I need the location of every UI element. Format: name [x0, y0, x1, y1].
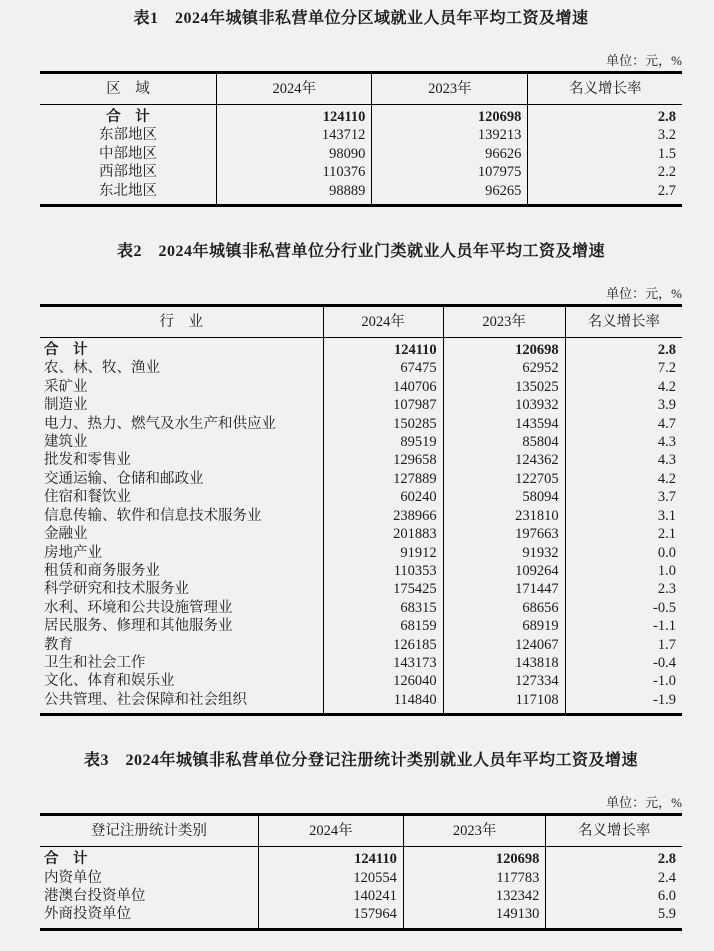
row-label: 租赁和商务服务业 — [44, 562, 160, 579]
row-value-2023: 124067 — [443, 636, 565, 654]
row-label: 内资单位 — [44, 869, 102, 886]
table-row — [40, 580, 682, 598]
row-value-2023: 96265 — [372, 182, 528, 206]
column-header-growth: 名义增长率 — [565, 306, 682, 338]
row-label: 住宿和餐饮业 — [44, 489, 131, 506]
table-row — [40, 507, 682, 525]
row-value-2024: 124110 — [217, 105, 372, 127]
row-label: 批发和零售业 — [44, 452, 131, 469]
row-value-2023: 149130 — [403, 905, 546, 929]
row-value-2024: 143173 — [323, 654, 443, 672]
row-value-2023: 58094 — [443, 488, 565, 506]
row-value-2024: 98889 — [217, 182, 372, 206]
row-value-2023: 171447 — [443, 580, 565, 598]
column-header-2024: 2024年 — [217, 73, 372, 105]
table-row — [40, 869, 682, 887]
row-value-growth: 4.2 — [565, 378, 682, 396]
row-value-2024: 126185 — [323, 636, 443, 654]
table-row — [40, 126, 682, 144]
column-header-growth: 名义增长率 — [546, 815, 682, 847]
table2-unit-label: 单位：元，% — [606, 286, 682, 302]
row-label: 合 计 — [44, 851, 88, 868]
row-label: 交通运输、仓储和邮政业 — [44, 470, 204, 487]
table-row — [40, 433, 682, 451]
row-value-growth: 4.7 — [565, 415, 682, 433]
table3-unit-label: 单位：元，% — [606, 795, 682, 811]
column-header-growth: 名义增长率 — [528, 73, 682, 105]
row-value-2024: 126040 — [323, 672, 443, 690]
row-value-growth: 4.3 — [565, 433, 682, 451]
row-value-2023: 85804 — [443, 433, 565, 451]
row-value-growth: 3.9 — [565, 396, 682, 414]
row-value-growth: 2.2 — [528, 163, 682, 181]
row-value-growth: 3.7 — [565, 488, 682, 506]
row-value-growth: 2.3 — [565, 580, 682, 598]
row-value-2023: 197663 — [443, 525, 565, 543]
row-value-2024: 124110 — [258, 847, 403, 869]
row-value-growth: 2.1 — [565, 525, 682, 543]
table-header-row — [40, 815, 682, 847]
row-label: 东部地区 — [99, 127, 158, 144]
row-value-growth: 7.2 — [565, 359, 682, 377]
table-row — [40, 525, 682, 543]
table1-title: 表1 2024年城镇非私营单位分区域就业人员年平均工资及增速 — [133, 10, 589, 27]
column-header-2023: 2023年 — [443, 306, 565, 338]
table-row — [40, 654, 682, 672]
row-value-2024: 175425 — [323, 580, 443, 598]
row-value-2023: 107975 — [372, 163, 528, 181]
row-value-2023: 62952 — [443, 359, 565, 377]
row-label: 采矿业 — [44, 378, 88, 395]
column-header-2024: 2024年 — [258, 815, 403, 847]
table-header-row — [40, 306, 682, 338]
row-value-2024: 68315 — [323, 599, 443, 617]
table-row — [40, 672, 682, 690]
row-value-2024: 127889 — [323, 470, 443, 488]
row-value-2024: 98090 — [217, 145, 372, 163]
table-row — [40, 105, 682, 127]
row-value-2024: 67475 — [323, 359, 443, 377]
column-header-2023: 2023年 — [403, 815, 546, 847]
table-row — [40, 887, 682, 905]
row-value-2024: 140706 — [323, 378, 443, 396]
row-value-growth: -1.9 — [565, 691, 682, 715]
row-value-2023: 122705 — [443, 470, 565, 488]
row-value-growth: 3.1 — [565, 507, 682, 525]
column-header-industry: 行 业 — [40, 306, 323, 338]
row-value-2024: 107987 — [323, 396, 443, 414]
row-label: 合 计 — [106, 109, 150, 125]
table-row — [40, 359, 682, 377]
column-header-registration-type: 登记注册统计类别 — [40, 815, 258, 847]
table-row — [40, 562, 682, 580]
row-label: 卫生和社会工作 — [44, 654, 146, 671]
table-row — [40, 905, 682, 929]
column-header-2023: 2023年 — [372, 73, 528, 105]
table-row — [40, 145, 682, 163]
row-label: 农、林、牧、渔业 — [44, 360, 160, 377]
table-row — [40, 182, 682, 206]
row-value-2023: 139213 — [372, 126, 528, 144]
section-region — [40, 8, 682, 207]
row-value-2023: 96626 — [372, 145, 528, 163]
table-row — [40, 396, 682, 414]
row-value-2023: 124362 — [443, 451, 565, 469]
row-label: 信息传输、软件和信息技术服务业 — [44, 507, 262, 524]
table-header-row — [40, 73, 682, 105]
row-label: 教育 — [44, 636, 73, 653]
row-label: 建筑业 — [44, 434, 88, 451]
row-value-2023: 103932 — [443, 396, 565, 414]
row-value-2024: 140241 — [258, 887, 403, 905]
row-value-growth: 2.8 — [565, 338, 682, 360]
row-value-growth: -1.0 — [565, 672, 682, 690]
table3-title: 表3 2024年城镇非私营单位分登记注册统计类别就业人员年平均工资及增速 — [83, 752, 638, 770]
row-value-2024: 124110 — [323, 338, 443, 360]
row-value-growth: -0.4 — [565, 654, 682, 672]
row-value-growth: 1.5 — [528, 145, 682, 163]
row-value-2023: 68656 — [443, 599, 565, 617]
row-value-growth: 4.2 — [565, 470, 682, 488]
section-registration-type — [40, 750, 682, 931]
row-value-growth: 2.8 — [528, 105, 682, 127]
region-wage-table — [40, 71, 682, 207]
column-header-2024: 2024年 — [323, 306, 443, 338]
registration-type-wage-table — [40, 813, 682, 931]
row-value-2024: 60240 — [323, 488, 443, 506]
row-value-growth: -1.1 — [565, 617, 682, 635]
table-row — [40, 378, 682, 396]
table2-title: 表2 2024年城镇非私营单位分行业门类就业人员年平均工资及增速 — [116, 243, 605, 261]
row-value-growth: 2.8 — [546, 847, 682, 869]
row-label: 公共管理、社会保障和社会组织 — [44, 691, 247, 708]
row-value-growth: 5.9 — [546, 905, 682, 929]
row-value-growth: 1.0 — [565, 562, 682, 580]
row-value-2024: 110376 — [217, 163, 372, 181]
table-row — [40, 163, 682, 181]
row-label: 金融业 — [44, 526, 88, 543]
row-value-2023: 117108 — [443, 691, 565, 715]
row-value-growth: 3.2 — [528, 126, 682, 144]
row-value-2023: 120698 — [372, 105, 528, 127]
row-label: 制造业 — [44, 397, 88, 414]
table-row — [40, 338, 682, 360]
row-value-2024: 120554 — [258, 869, 403, 887]
row-value-growth: 4.3 — [565, 451, 682, 469]
row-label: 文化、体育和娱乐业 — [44, 673, 175, 690]
row-value-2023: 120698 — [443, 338, 565, 360]
row-value-2024: 201883 — [323, 525, 443, 543]
table1-unit-label: 单位：元，% — [606, 53, 682, 68]
row-label: 合 计 — [44, 342, 88, 359]
table-row — [40, 847, 682, 869]
row-value-2023: 127334 — [443, 672, 565, 690]
row-value-growth: -0.5 — [565, 599, 682, 617]
table-row — [40, 544, 682, 562]
row-label: 水利、环境和公共设施管理业 — [44, 599, 233, 616]
row-label: 中部地区 — [99, 145, 158, 162]
row-value-2023: 143594 — [443, 415, 565, 433]
table-row — [40, 451, 682, 469]
row-value-2024: 143712 — [217, 126, 372, 144]
row-value-2023: 143818 — [443, 654, 565, 672]
column-header-region: 区 域 — [40, 73, 217, 105]
row-label: 东北地区 — [99, 182, 158, 199]
table-row — [40, 599, 682, 617]
row-value-2023: 132342 — [403, 887, 546, 905]
row-value-growth: 0.0 — [565, 544, 682, 562]
row-value-2023: 117783 — [403, 869, 546, 887]
row-value-2024: 157964 — [258, 905, 403, 929]
row-label: 电力、热力、燃气及水生产和供应业 — [44, 415, 276, 432]
row-value-growth: 2.4 — [546, 869, 682, 887]
row-value-growth: 1.7 — [565, 636, 682, 654]
row-value-2023: 91932 — [443, 544, 565, 562]
row-label: 港澳台投资单位 — [44, 887, 146, 904]
row-value-2023: 120698 — [403, 847, 546, 869]
row-value-2023: 109264 — [443, 562, 565, 580]
row-value-2024: 68159 — [323, 617, 443, 635]
row-value-2024: 114840 — [323, 691, 443, 715]
row-label: 居民服务、修理和其他服务业 — [44, 618, 233, 635]
table-row — [40, 636, 682, 654]
row-value-2024: 89519 — [323, 433, 443, 451]
row-label: 外商投资单位 — [44, 906, 131, 923]
table-row — [40, 691, 682, 715]
row-value-2023: 68919 — [443, 617, 565, 635]
row-value-2023: 135025 — [443, 378, 565, 396]
section-industry — [40, 241, 682, 716]
row-value-2024: 91912 — [323, 544, 443, 562]
row-label: 西部地区 — [99, 164, 158, 181]
row-value-2024: 129658 — [323, 451, 443, 469]
table-row — [40, 415, 682, 433]
row-value-2024: 238966 — [323, 507, 443, 525]
row-value-2024: 150285 — [323, 415, 443, 433]
table-row — [40, 488, 682, 506]
row-value-2024: 110353 — [323, 562, 443, 580]
row-value-growth: 2.7 — [528, 182, 682, 206]
row-value-growth: 6.0 — [546, 887, 682, 905]
table-row — [40, 470, 682, 488]
industry-wage-table — [40, 304, 682, 716]
row-label: 房地产业 — [44, 544, 102, 561]
row-value-2023: 231810 — [443, 507, 565, 525]
table-row — [40, 617, 682, 635]
row-label: 科学研究和技术服务业 — [44, 581, 189, 598]
